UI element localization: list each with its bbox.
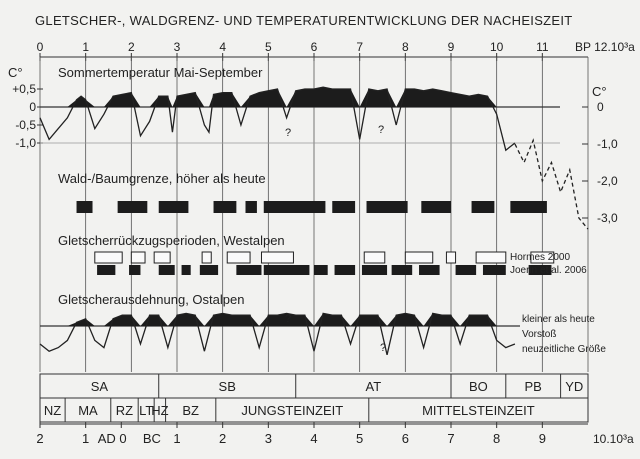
hormes-bar [476, 252, 506, 263]
chart-title: GLETSCHER-, WALDGRENZ- UND TEMPERATURENTWICKLUNG DER NACHEISZEIT [35, 13, 573, 28]
left-tick-label: -0,5 [15, 118, 36, 132]
hormes-bar [95, 252, 122, 263]
joerin-bar [392, 265, 413, 275]
culture-label: HZ [151, 403, 169, 418]
treeline-bar [472, 201, 495, 213]
bottom-tick-label: 6 [401, 431, 409, 446]
culture-label: MITTELSTEINZEIT [422, 403, 535, 418]
joerin-bar [159, 265, 175, 275]
joerin-bar [129, 265, 140, 275]
hormes-bar [227, 252, 250, 263]
treeline-bar [367, 201, 408, 213]
treeline-bars [77, 201, 547, 213]
top-tick-label: 0 [36, 40, 44, 54]
joerin-bar [182, 265, 191, 275]
left-tick-label: -1,0 [15, 136, 36, 150]
bottom-tick-label: 4 [310, 431, 318, 446]
treeline-bar [246, 201, 257, 213]
top-tick-label: 2 [127, 40, 135, 54]
temperature-curve-extrapolated [515, 140, 588, 229]
source-hormes: Hormes 2000 [510, 252, 571, 263]
top-tick-label: 10 [489, 40, 504, 54]
period-label: AT [365, 379, 382, 394]
culture-label: BZ [182, 403, 200, 418]
left-tick-label: +0,5 [12, 82, 36, 96]
bottom-tick-label: 9 [538, 431, 546, 446]
bottom-tick-label: BC [142, 431, 161, 446]
bottom-tick-label: 2 [219, 431, 227, 446]
bottom-tick-label: 7 [447, 431, 455, 446]
treeline-bar [332, 201, 355, 213]
bottom-tick-label: 1 [173, 431, 181, 446]
temperature-label: Sommertemperatur Mai-September [58, 65, 263, 80]
question-mark-4: ? [380, 342, 387, 354]
period-label: BO [469, 379, 488, 394]
treeline-bar [118, 201, 148, 213]
top-tick-label: 4 [219, 40, 227, 54]
top-tick-label: 3 [173, 40, 181, 54]
joerin-bar [97, 265, 115, 275]
period-label: SA [90, 379, 109, 394]
joerin-bar [335, 265, 356, 275]
glacier-retreat-bars [95, 252, 554, 275]
treeline-label: Wald-/Baumgrenze, höher als heute [58, 171, 266, 186]
joerin-bar [483, 265, 506, 275]
question-mark-3: ? [285, 313, 292, 325]
glacier-extent-label: Gletscherausdehnung, Ostalpen [58, 292, 245, 307]
treeline-bar [214, 201, 237, 213]
hormes-bar [261, 252, 293, 263]
question-mark-1: ? [285, 127, 292, 139]
bottom-tick-label: 1 [82, 431, 90, 446]
hormes-bar [405, 252, 432, 263]
treeline-bar [421, 201, 451, 213]
period-label: YD [565, 379, 584, 394]
bottom-tick-label: 8 [493, 431, 501, 446]
joerin-bar [200, 265, 218, 275]
culture-label: LT [139, 403, 154, 418]
top-axis-unit: BP 12.10³a [575, 40, 635, 54]
right-axis-unit: C° [592, 84, 607, 99]
bottom-tick-label: 3 [264, 431, 272, 446]
top-tick-label: 5 [264, 40, 272, 54]
left-axis-unit: C° [8, 65, 23, 80]
treeline-bar [264, 201, 326, 213]
top-tick-label: 6 [310, 40, 318, 54]
top-axis [37, 40, 635, 61]
hormes-bar [446, 252, 455, 263]
joerin-bar [419, 265, 440, 275]
bottom-axis-unit: 10.10³a [593, 432, 634, 446]
top-tick-label: 11 [536, 40, 549, 54]
treeline-bar [159, 201, 189, 213]
right-axis-ticks [582, 100, 618, 225]
top-tick-label: 8 [401, 40, 409, 54]
joerin-bar [456, 265, 477, 275]
joerin-bar [236, 265, 261, 275]
right-tick-label: 0 [597, 100, 604, 114]
bottom-tick-label: 5 [356, 431, 364, 446]
bottom-axis [36, 422, 634, 446]
treeline-bar [510, 201, 547, 213]
hormes-bar [202, 252, 211, 263]
period-label: PB [524, 379, 542, 394]
right-tick-label: -3,0 [597, 211, 618, 225]
hormes-bar [131, 252, 145, 263]
question-mark-2: ? [378, 124, 385, 136]
bottom-tick-label: 2 [36, 431, 44, 446]
legend-advance: Vorstoß [522, 329, 557, 340]
top-tick-label: 9 [447, 40, 455, 54]
legend-smaller: kleiner als heute [522, 314, 595, 325]
right-tick-label: -2,0 [597, 174, 618, 188]
hormes-bar [154, 252, 170, 263]
top-tick-label: 7 [356, 40, 364, 54]
right-tick-label: -1,0 [597, 137, 618, 151]
legend-modern: neuzeitliche Größe [522, 344, 606, 355]
culture-label: NZ [43, 403, 62, 418]
left-axis-ticks [12, 82, 43, 150]
source-joerin: Joerin et al. 2006 [510, 265, 587, 276]
culture-label: JUNGSTEINZEIT [241, 403, 344, 418]
joerin-bar [314, 265, 328, 275]
glacier-extent-series [40, 313, 520, 354]
treeline-bar [77, 201, 93, 213]
joerin-bar [264, 265, 310, 275]
period-label: SB [218, 379, 236, 394]
period-table [40, 374, 588, 422]
culture-label: MA [78, 403, 98, 418]
top-tick-label: 1 [82, 40, 90, 54]
joerin-bar [362, 265, 387, 275]
glacier-retreat-label: Gletscherrückzugsperioden, Westalpen [58, 233, 285, 248]
bottom-tick-label: AD 0 [97, 431, 127, 446]
culture-label: RZ [115, 403, 134, 418]
left-tick-label: 0 [29, 100, 36, 114]
hormes-bar [364, 252, 385, 263]
